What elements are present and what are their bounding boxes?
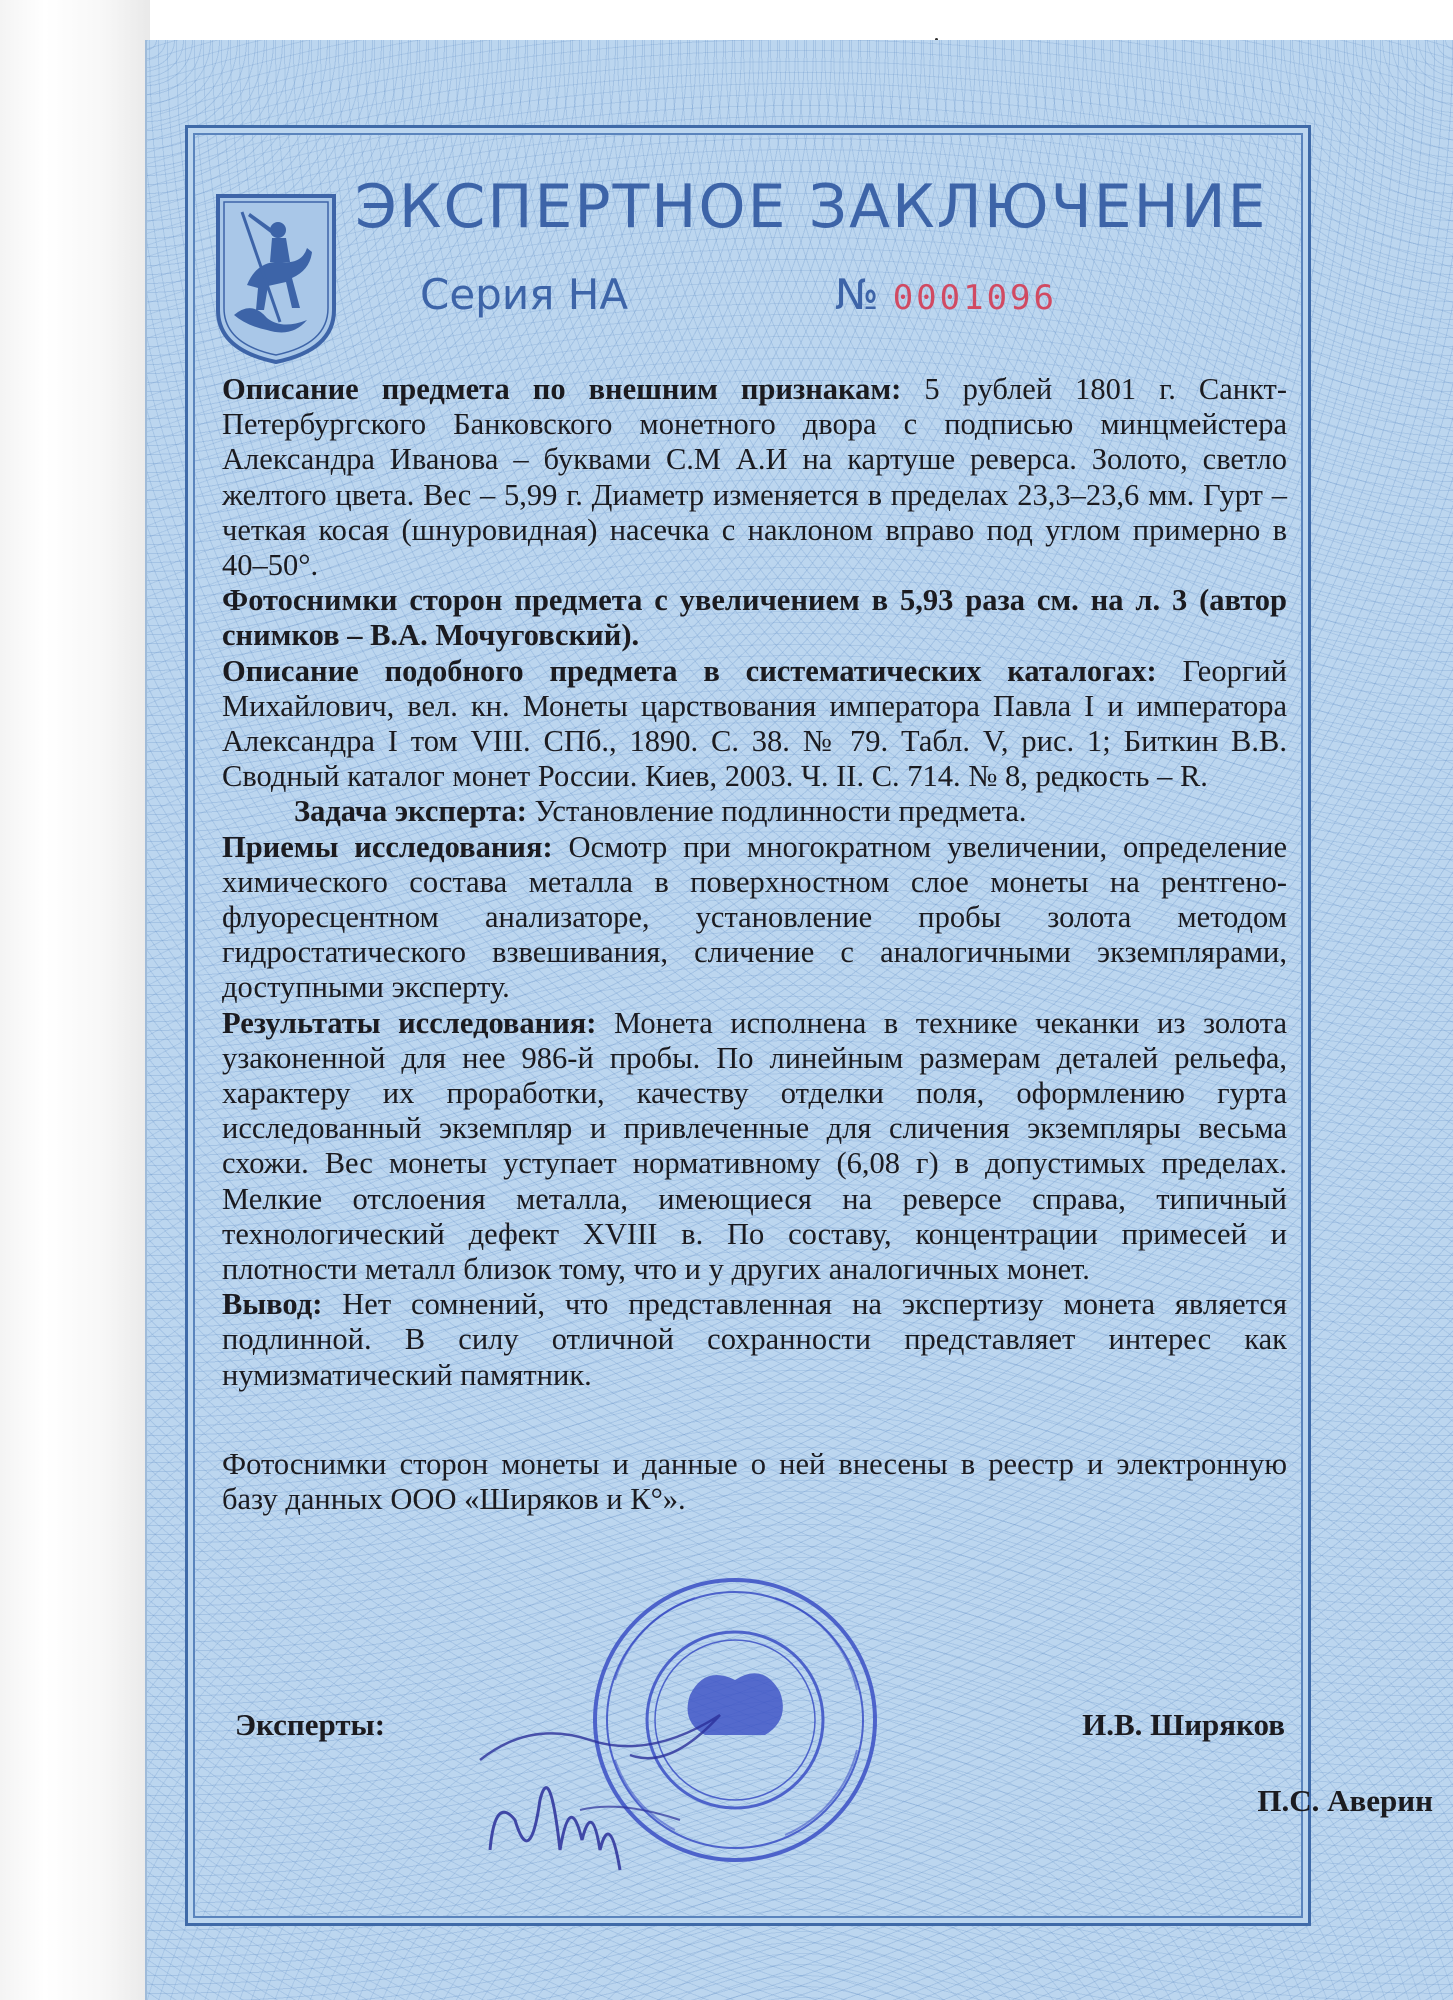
expert-name-shiryakov: И.В. Ширяков — [1082, 1707, 1285, 1742]
paragraph-methods — [222, 830, 1287, 1006]
description-text: 5 рублей 1801 г. Санкт-Петербургского Банковского монетного двора с подписью минцмейстера Александра Иванова – буквами С.М А.И на картуше реверса. Золото, светло желтого цвета. Вес – 5,99 г. Диаметр изменяется в пределах 23,3–23,6 мм. Гурт – четкая косая (шнуровидная) насечка с наклоном вправо под углом примерно в 40–50°. — [222, 372, 1287, 583]
conclusion-body — [222, 372, 1287, 1517]
document-title: ЭКСПЕРТНОЕ ЗАКЛЮЧЕНИЕ — [355, 172, 1268, 242]
paragraph-results — [222, 1006, 1287, 1288]
catalogs-text: Георгий Михайлович, вел. кн. Монеты царствования императора Павла I и императора Александра I том VIII. СПб., 1890. С. 38. № 79. Табл. V, рис. 1; Биткин В.В. Сводный каталог монет России. Киев, 2003. Ч. II. С. 714. № 8, редкость – R. — [222, 653, 1287, 794]
task-label: Задача эксперта: — [294, 794, 527, 829]
paragraph-photos: Фотоснимки сторон предмета с увеличением в 5,93 раза см. на л. 3 (автор снимков – В.А. Мочуговский). — [222, 583, 1287, 653]
paragraph-conclusion — [222, 1287, 1287, 1393]
methods-label: Приемы исследования: — [222, 829, 553, 864]
conclusion-text: Нет сомнений, что представленная на экспертизу монета является подлинной. В силу отличной сохранности представляет интерес как нумизматический памятник. — [222, 1287, 1287, 1392]
binding-edge — [0, 0, 150, 2000]
paragraph-task — [222, 794, 1287, 829]
expert-name-averin: П.С. Аверин — [1257, 1783, 1433, 1818]
description-label: Описание предмета по внешним признакам: — [222, 372, 902, 406]
number-sign: № — [835, 270, 879, 319]
results-label: Результаты исследования: — [222, 1005, 597, 1040]
serial-number — [835, 270, 1057, 319]
conclusion-label: Вывод: — [222, 1287, 323, 1322]
moscow-coat-of-arms-icon — [212, 190, 340, 365]
series-label: Серия НА — [420, 270, 629, 319]
experts-label: Эксперты: — [235, 1707, 386, 1742]
methods-text: Осмотр при многократном увеличении, определение химического состава металла в поверхностном слое монеты на рентгено-флуоресцентном анализаторе, установление пробы золота методом гидростатического взвешивания, сличение с аналогичными экземплярами, доступными эксперту. — [222, 829, 1288, 1005]
task-text: Установление подлинности предмета. — [526, 794, 1027, 829]
paragraph-description — [222, 372, 1287, 583]
serial-number-value: 0001096 — [892, 278, 1057, 318]
catalogs-label: Описание подобного предмета в систематических каталогах: — [222, 653, 1157, 688]
paragraph-gap — [222, 1393, 1287, 1447]
paragraph-registry: Фотоснимки сторон монеты и данные о ней внесены в реестр и электронную базу данных ООО «Ширяков и К°». — [222, 1446, 1287, 1517]
results-text: Монета исполнена в технике чеканки из золота узаконенной для нее 986-й пробы. По линейным размерам деталей рельефа, характеру их проработки, качеству отделки поля, оформлению гурта исследованный экземпляр и привлеченные для сличения экземпляры весьма схожи. Вес монеты уступает нормативному (6,08 г) в допустимых пределах. Мелкие отслоения металла, имеющиеся на реверсе справа, типичный технологический дефект XVIII в. По составу, концентрации примесей и плотности металл близок тому, что и у других аналогичных монет. — [222, 1005, 1287, 1287]
paragraph-catalogs — [222, 654, 1287, 795]
expert-signatures-icon — [470, 1700, 790, 1890]
